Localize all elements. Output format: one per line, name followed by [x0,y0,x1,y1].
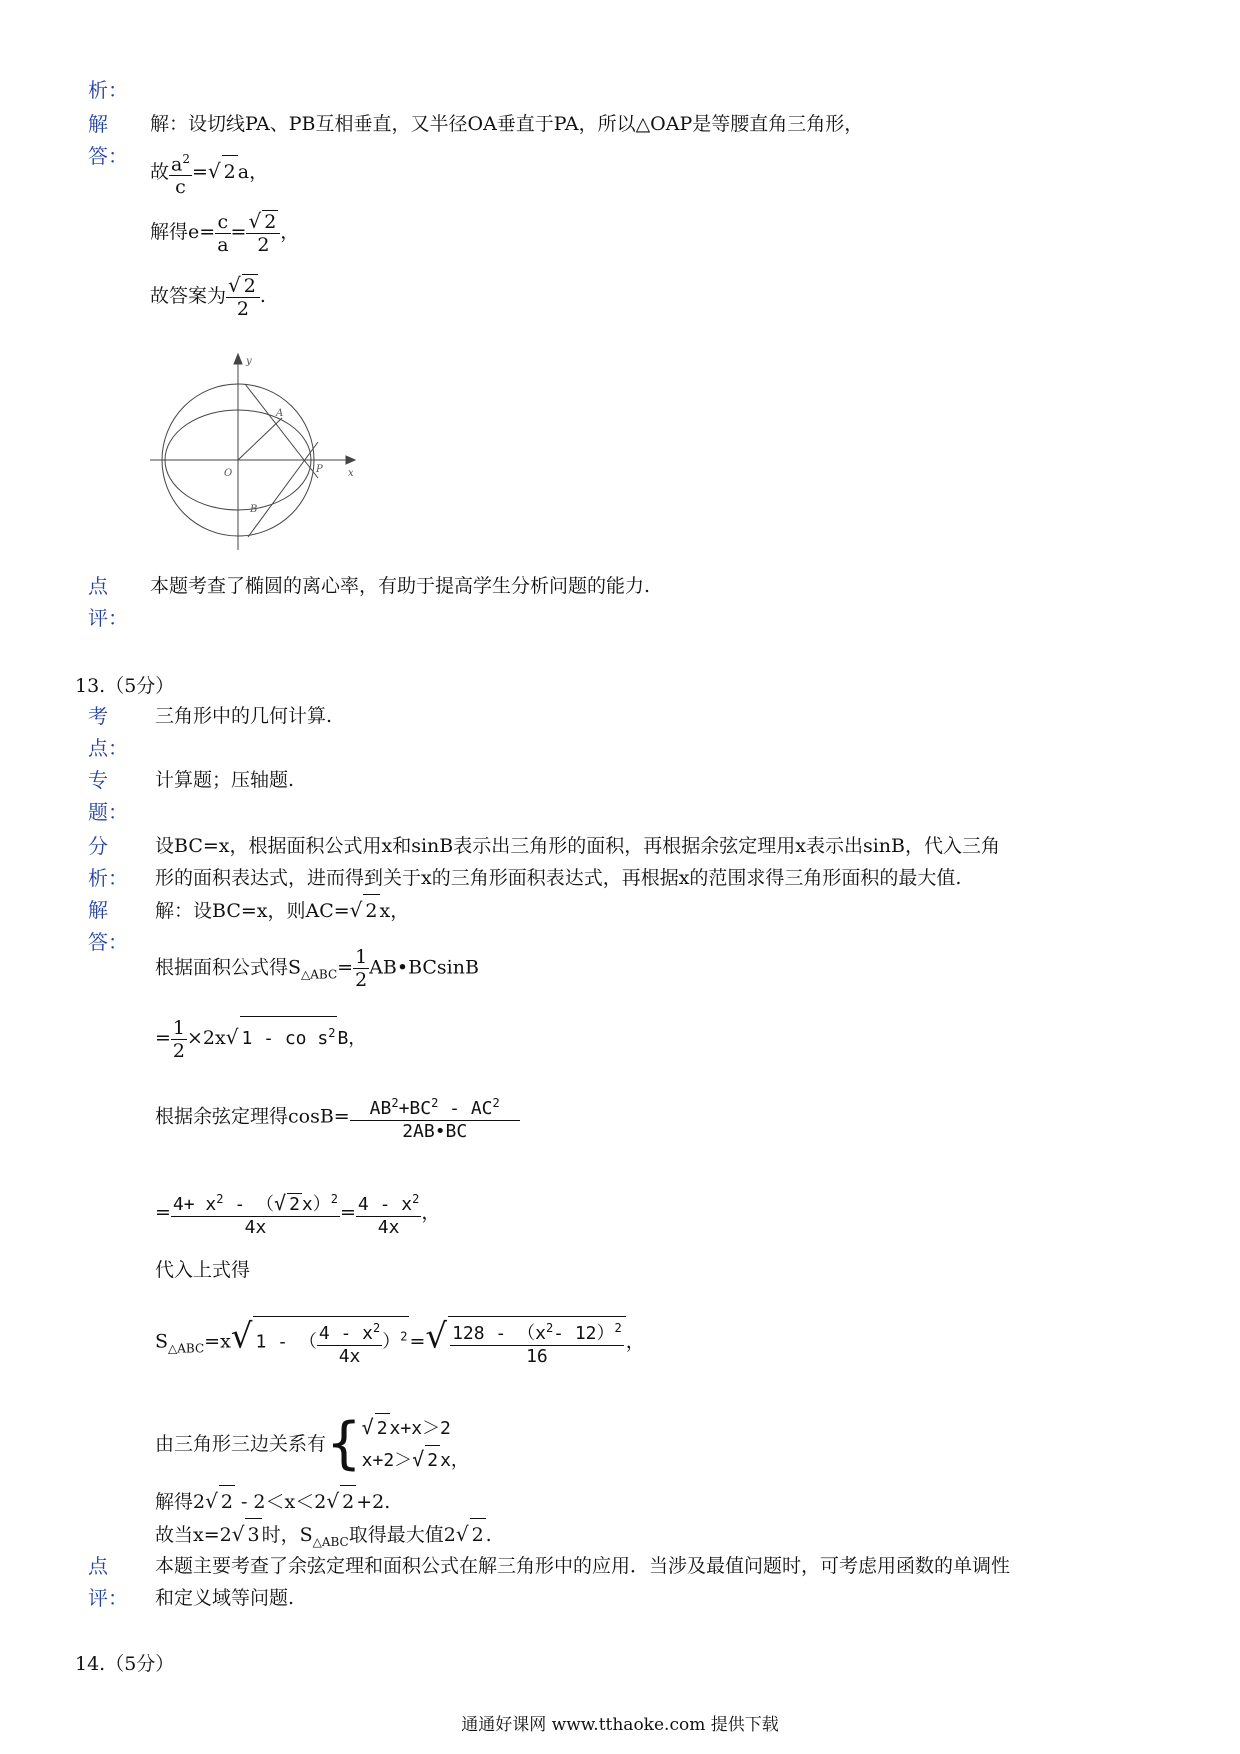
q13-daishang: 代入上式得 [155,1259,251,1281]
label-zhuan: 专 [88,768,108,792]
q13-fenxi-1: 设BC=x，根据面积公式用x和sinB表示出三角形的面积，再根据余弦定理用x表示出sinB，代入三角 [155,835,1000,857]
label-xi-13: 析： [88,866,128,890]
q13-jiede: 解得2√ 2 - 2＜x＜2√ 2 +2. [155,1485,390,1518]
x-axis-arrow [346,456,355,464]
a-label: A [276,408,284,419]
label-xi: 析： [88,78,128,102]
p-label: P [316,464,323,475]
label-ping-13: 评： [88,1586,128,1610]
b-label: B [250,504,258,515]
label-kao: 考 [88,704,108,728]
q13-comment-2: 和定义域等问题. [155,1587,295,1609]
p12-equation-1: 故 $\frac{a^2}{c}$ =√ 2 a， [150,148,268,198]
q13-zhuanti: 计算题；压轴题. [155,769,295,791]
label-dian-13: 点 [88,1554,108,1578]
q13-cos-law: 根据余弦定理得cosB= $\frac{AB^2+BC^2 - AC^2}{2AB•BC}$ [155,1092,520,1143]
label-fen: 分 [88,834,108,858]
o-label: O [224,468,233,479]
label-dian-12: 点 [88,574,108,598]
q13-comment-1: 本题主要考查了余弦定理和面积公式在解三角形中的应用．当涉及最值问题时，可考虑用函数的单调性 [155,1555,1011,1577]
q13-fenxi-2: 形的面积表达式，进而得到关于x的三角形面积表达式，再根据x的范围求得三角形面积的最大值. [155,867,962,889]
y-axis-arrow [234,354,242,364]
label-dian-13a: 点： [88,736,128,760]
p12-answer: 故答案为 $\frac{√ 2}{2}$ . [150,273,266,320]
label-jie: 解 [88,112,108,136]
q13-s-expression: $S_{\triangle ABC}=x√$ 1 - （ $\frac{4 - x^2}{4x}$ ）$^2$ =√ $\frac{128 - (x^2- 12)^2}{16}$ ， [155,1316,645,1367]
p12-equation-2: 解得e= $\frac{c}{a}$ = $\frac{√ 2}{2}$ ， [150,209,300,256]
y-label: y [246,356,252,367]
radius-oa [238,418,282,460]
label-ping-12: 评： [88,606,128,630]
p12-comment: 本题考查了椭圆的离心率，有助于提高学生分析问题的能力. [150,575,651,597]
label-ti: 题： [88,800,128,824]
label-da: 答： [88,144,128,168]
q13-max-value: 故当x=2√ 3 时，$S_{\triangle ABC}$取得最大值2√ 2 . [155,1518,492,1558]
page-footer: 通通好课网 www.tthaoke.com 提供下载 [461,1715,779,1735]
q14-header: 14.（5分） [75,1653,175,1675]
q13-cos-expr: = $\frac{4+ x^2 - (√ 2 x)^2}{4x}$ = $\frac{4 - x^2}{4x}$ ， [155,1188,440,1239]
q13-area-formula: 根据面积公式得$S_{\triangle ABC}=$ $\frac{1}{2}$ AB•BCsinB [155,946,479,991]
ellipse-circle-figure [150,352,360,552]
q13-jie-1: 解：设BC=x，则AC=√ 2 x， [155,894,409,927]
q13-kaodian: 三角形中的几何计算. [155,705,333,727]
q13-triangle-inequality: 由三角形三边关系有{ √ 2 x+x＞2 x+2＞√ 2 x， [155,1411,469,1476]
label-da-13: 答： [88,930,128,954]
x-label: x [348,468,354,479]
label-jie-13: 解 [88,898,108,922]
p12-solution-line1: 解：设切线PA、PB互相垂直，又半径OA垂直于PA，所以△OAP是等腰直角三角形， [150,113,864,135]
q13-header: 13.（5分） [75,675,175,697]
q13-area-expand: = $\frac{1}{2}$ ×2x√ 1 - co $s^2$ B， [155,1016,367,1062]
